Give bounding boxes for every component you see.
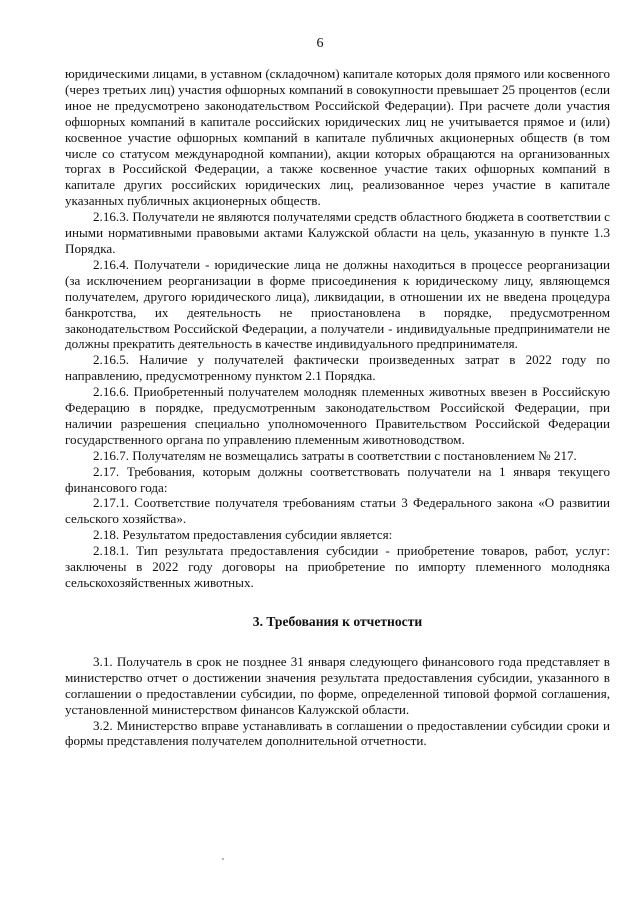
paragraph-2-16-5: 2.16.5. Наличие у получателей фактически произведенных затрат в 2022 году по направлению, предусмотренному пунктом 2.1 Порядка.: [65, 352, 610, 384]
paragraph-3-2: 3.2. Министерство вправе устанавливать в соглашении о предоставлении субсидии сроки и формы представления получателем дополнительной отчетности.: [65, 717, 610, 749]
paragraph-offshore-continuation: юридическими лицами, в уставном (складочном) капитале которых доля прямого или косвенного (через третьих лиц) участия офшорных компаний в совокупности превышает 25 процентов (если иное не предусмотрено законодательством Российской Федерации). При расчете доли участия офшорных компаний в капитале российских юридических лиц не учитывается прямое и (или) косвенное участие офшорных компаний в капитале публичных акционерных обществ (в том числе со статусом международной компании), акции которых обращаются на организованных торгах в Российской Федерации, а также косвенное участие таких офшорных компаний в капитале других российских юридических лиц, реализованное через участие в капитале указанных публичных акционерных обществ.: [65, 66, 610, 209]
paragraph-2-16-6: 2.16.6. Приобретенный получателем молодняк племенных животных ввезен в Российскую Федерацию в порядке, предусмотренным законодательством Российской Федерации, при наличии разрешения специально уполномоченного Правительством Российской Федерации государственного органа по управлению племенным животноводством.: [65, 384, 610, 447]
document-body: [65, 66, 610, 749]
scan-speck: [222, 858, 224, 860]
paragraph-2-16-7: 2.16.7. Получателям не возмещались затраты в соответствии с постановлением № 217.: [93, 447, 577, 463]
paragraph-3-1: 3.1. Получатель в срок не позднее 31 января следующего финансового года представляет в министерство отчет о достижении значения результата предоставления субсидии, указанного в соглашении о предоставлении субсидии, по форме, определенной типовой формой соглашения, установленной министерством финансов Калужской области.: [65, 653, 610, 717]
paragraph-2-17-1: 2.17.1. Соответствие получателя требованиям статьи 3 Федерального закона «О развитии сельского хозяйства».: [65, 495, 610, 527]
paragraph-2-16-4: 2.16.4. Получатели - юридические лица не должны находиться в процессе реорганизации (за исключением реорганизации в форме присоединения к юридическому лицу, являющемся получателем, другого юридического лица), ликвидации, в отношении их не введена процедура банкротства, их деятельность не приостановлена в порядке, предусмотренном законодательством Российской Федерации, а получатели - индивидуальные предприниматели не должны прекратить деятельность в качестве индивидуального предпринимателя.: [65, 256, 610, 352]
page-number: 6: [316, 36, 324, 51]
section-heading: 3. Требования к отчетности: [252, 613, 423, 629]
paragraph-2-16-3: 2.16.3. Получатели не являются получателями средств областного бюджета в соответствии с иными нормативными правовыми актами Калужской области на цель, указанную в пункте 1.3 Порядка.: [65, 209, 610, 256]
paragraph-2-18-1: 2.18.1. Тип результата предоставления субсидии - приобретение товаров, работ, услуг: заключены в 2022 году договоры на приобретение по импорту племенного молодняка сельскохозяйственных животных.: [65, 543, 610, 590]
paragraph-2-18: 2.18. Результатом предоставления субсидии является:: [93, 527, 393, 543]
paragraph-2-17: 2.17. Требования, которым должны соответствовать получатели на 1 января текущего финансового года:: [65, 463, 610, 495]
